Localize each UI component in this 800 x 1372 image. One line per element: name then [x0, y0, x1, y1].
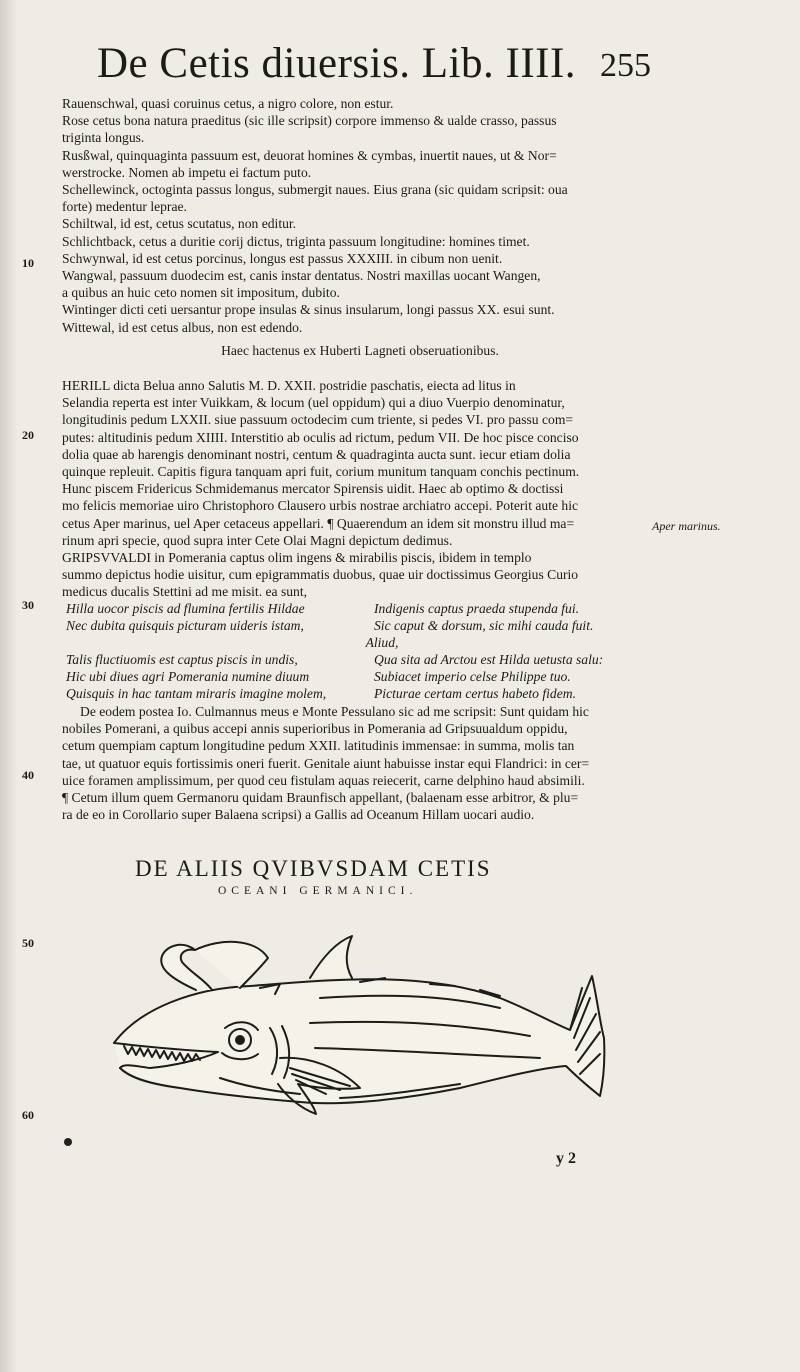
section-title: DE ALIIS QVIBVSDAM CETIS — [135, 856, 492, 881]
verse-row — [62, 651, 662, 668]
paragraph-line: longitudinis pedum LXXII. siue passuum octodecim cum triente, si pedes VI. pro passu com= — [62, 412, 574, 428]
margin-line-number: 30 — [22, 598, 34, 612]
paragraph-line: medicus ducalis Stettini ad me misit. ea sunt, — [62, 584, 308, 600]
paragraph-line: putes: altitudinis pedum XIIII. Interstitio ab oculis ad rictum, pedum VII. De hoc pisce conciso — [62, 429, 579, 445]
entry-line: Wangwal, passuum duodecim est, canis instar dentatus. Nostri maxillas uocant Wangen, — [62, 268, 541, 284]
paragraph-line: cetus Aper marinus, uel Aper cetaceus appellari. ¶ Quaerendum an idem sit monstru illud ma= — [62, 515, 575, 531]
verse-row — [62, 668, 662, 685]
margin-line-number: 20 — [22, 428, 34, 442]
paragraph-line: rinum apri specie, quod supra inter Cete Olai Magni depictum dedimus. — [62, 532, 453, 548]
paragraph-line: ra de eo in Corollario super Balaena scripsi) a Gallis ad Oceanum Hillam uocari audio. — [62, 807, 535, 823]
paragraph-line: mo felicis memoriae uiro Christophoro Clausero urbis nostrae archiatro accepi. Poterit aute hic — [62, 498, 579, 514]
margin-line-number: 50 — [22, 936, 34, 950]
page-header — [97, 40, 657, 90]
margin-line-number: 40 — [22, 768, 34, 782]
verse-left: Nec dubita quisquis picturam uideris istam, — [66, 618, 304, 633]
entry-line: Wittewal, id est cetus albus, non est edendo. — [62, 319, 303, 335]
verse-row — [62, 617, 662, 634]
entry-line: Schwynwal, id est cetus porcinus, longus est passus XXXIII. in cibum non uenit. — [62, 250, 503, 266]
entry-line: a quibus an huic ceto nomen sit impositum, dubito. — [62, 285, 340, 301]
verse-left: Quisquis in hac tantam miraris imagine molem, — [66, 686, 327, 701]
entry-line: triginta longus. — [62, 130, 145, 146]
verse-heading-aliud: Aliud, — [365, 635, 399, 650]
herill-paragraph — [62, 377, 658, 601]
culmannus-paragraph — [62, 703, 658, 823]
entry-line: forte) medentur leprae. — [62, 199, 187, 215]
paragraph-line: nobiles Pomerani, a quibus accepi annis superioribus in Pomerania ad Gripsuualdum oppidu, — [62, 721, 568, 737]
paragraph-line: summo depictus hodie uisitur, cum epigrammatis duobus, quae uir doctissimus Georgius Curio — [62, 567, 579, 583]
entry-line: Rauenschwal, quasi coruinus cetus, a nigro colore, non estur. — [62, 96, 394, 111]
entry-line: Schellewinck, octoginta passus longus, submergit naues. Eius grana (sic quidam scripsit: oua — [62, 182, 568, 198]
verse-right: Subiacet imperio celse Philippe tuo. — [374, 669, 571, 684]
paragraph-line: Selandia reperta est inter Vuikkam, & locum (uel oppidum) qui a diuo Vuerpio denominatur, — [62, 395, 565, 411]
section-closing-line: Haec hactenus ex Huberti Lagneti obseruationibus. — [221, 342, 499, 358]
verse-row — [62, 600, 662, 617]
signature-mark: y 2 — [556, 1150, 576, 1167]
entry-line: Rose cetus bona natura praeditus (sic ille scripsit) corpore immenso & ualde crasso, passus — [62, 113, 557, 129]
paragraph-line: ¶ Cetum illum quem Germanoru quidam Braunfisch appellant, (balaenam esse arbitror, & plu= — [62, 790, 579, 806]
page-number: 255 — [600, 47, 651, 84]
section-subtitle: OCEANI GERMANICI. — [218, 885, 418, 897]
paragraph-line: quinque repleuit. Capitis figura tanquam apri fuit, corium munitum tanquam conchis pectinum. — [62, 464, 580, 480]
paragraph-line: GRIPSVVALDI in Pomerania captus olim ingens & mirabilis piscis, ibidem in templo — [62, 550, 532, 566]
verse-right: Qua sita ad Arctou est Hilda uetusta salu: — [374, 652, 604, 667]
verse-right: Sic caput & dorsum, sic mihi cauda fuit. — [374, 618, 594, 633]
margin-line-number: 10 — [22, 256, 34, 270]
paragraph-line: HERILL dicta Belua anno Salutis M. D. XXII. postridie paschatis, eiecta ad litus in — [62, 378, 516, 393]
ink-blot-mark — [64, 1138, 72, 1146]
paragraph-line: uice foramen amplissimum, per quod ceu fistulam aquas reiecerit, carne delphino haud absimili. — [62, 772, 585, 788]
verse-right: Indigenis captus praeda stupenda fui. — [374, 601, 580, 616]
paragraph-line: Hunc piscem Fridericus Schmidemanus mercator Spirensis uidit. Haec ab optimo & doctissi — [62, 481, 564, 497]
verse-row — [62, 685, 662, 702]
verse-left: Talis fluctiuomis est captus piscis in undis, — [66, 652, 298, 667]
verse-left: Hilla uocor piscis ad flumina fertilis Hildae — [66, 601, 305, 616]
whale-woodcut-illustration — [100, 928, 615, 1123]
paragraph-line: tae, ut quatuor equis fortissimis oneri fuerit. Genitale aiunt habuisse instar equi Flandrici: in cer= — [62, 755, 590, 771]
verse-left: Hic ubi diues agri Pomerania numine diuum — [66, 669, 310, 684]
margin-note: Aper marinus. — [652, 519, 721, 533]
margin-line-number: 60 — [22, 1108, 34, 1122]
paragraph-line: De eodem postea Io. Culmannus meus e Monte Pessulano sic ad me scripsit: Sunt quidam hic — [80, 704, 589, 719]
entry-line: Wintinger dicti ceti uersantur prope insulas & sinus insularum, longi passus XX. esui sunt. — [62, 302, 555, 318]
entry-line: Schiltwal, id est, cetus scutatus, non editur. — [62, 216, 297, 232]
entry-line: Schlichtback, cetus a duritie corij dictus, triginta passuum longitudine: homines timet. — [62, 233, 530, 249]
paragraph-line: cetum quempiam captum longitudine pedum XXII. latitudinis immensae: in summa, molis tan — [62, 738, 575, 754]
entry-line: Rusßwal, quinquaginta passuum est, deuorat homines & cymbas, inuertit naues, ut & Nor= — [62, 147, 557, 163]
paragraph-line: dolia quae ab harengis denominant nostri, centum & quadraginta aucta sunt. iecur etiam dolia — [62, 446, 571, 462]
running-title: De Cetis diuersis. Lib. IIII. — [97, 40, 577, 87]
verse-right: Picturae certam certus habeto fidem. — [374, 686, 576, 701]
lagnetus-list — [62, 95, 658, 359]
entry-line: werstrocke. Nomen ab impetu ei factum puto. — [62, 164, 312, 180]
epigram-verses — [62, 600, 662, 702]
